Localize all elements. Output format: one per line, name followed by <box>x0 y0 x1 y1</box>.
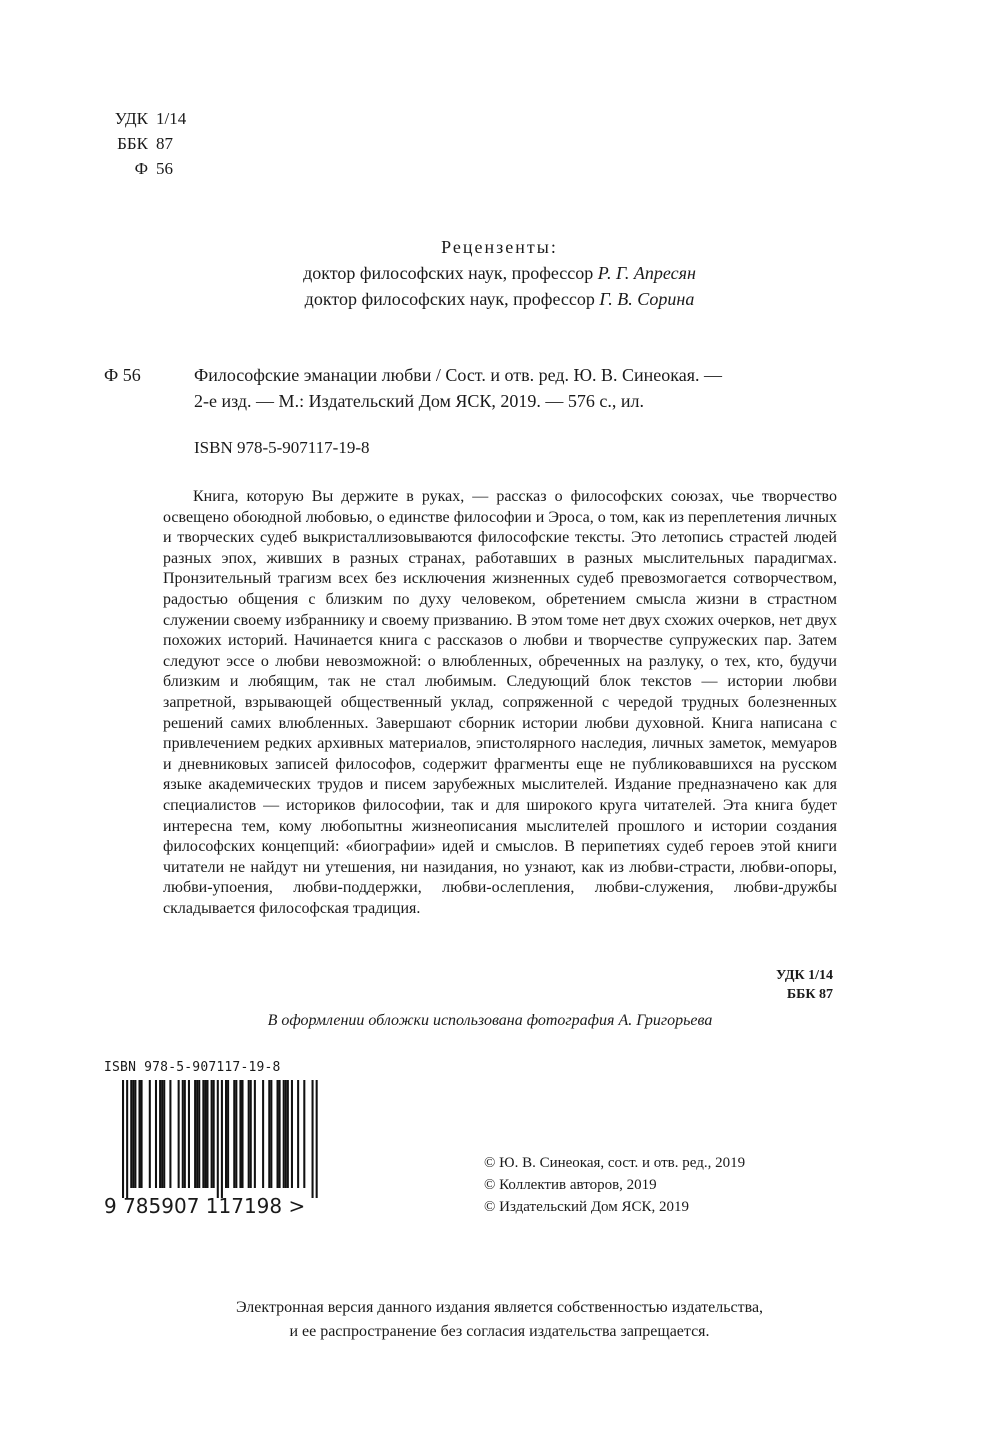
barcode-bar <box>211 1080 213 1188</box>
barcode-bar <box>149 1080 151 1188</box>
barcode-bar <box>206 1080 208 1188</box>
barcode-bar <box>254 1080 256 1188</box>
bbk-label: ББК <box>117 134 148 153</box>
isbn: ISBN 978-5-907117-19-8 <box>194 438 370 457</box>
barcode-bar <box>291 1080 293 1188</box>
barcode-bar <box>130 1080 132 1188</box>
abstract-text: Книга, которую Вы держите в руках, — рассказ о философских союзах, чье творчество освещено обоюдной любовью, о единстве философии и Эроса, о том, как из переплетения личных и творческих судеб выкристаллизовываются философские тексты. Это летопись страстей людей разных эпох, живших в разных странах, работавших в разных мыслительных парадигмах. Пронзительный трагизм всех без исключения жизненных судеб превозмогается сотворчеством, радостью общения с близким по духу человеком, обретением смысла жизни в страстном служении своему избраннику и своему призванию. В этом томе нет двух схожих очерков, нет двух похожих историй. Начинается книга с рассказов о любви и творчестве супружеских пар. Затем следуют эссе о любви невозможной: о влюбленных, обреченных на разлуку, о тех, кто, будучи близким и любящим, так не стал любимым. Следующий блок текстов — истории любви запретной, взрывающей общественный уклад, сопряженной с чередой трудных болезненных решений самих влюбленных. Завершают сборник истории любви духовной. Книга написана с привлечением редких архивных материалов, эпистолярного наследия, личных заметок, мемуаров и дневниковых записей философов, содержит фрагменты еще не публиковавшихся на русском языке академических трудов и писем зарубежных мыслителей. Издание предназначено как для специалистов — историков философии, так и для широкого круга читателей. Эта книга будет интересна тем, кому любопытны жизнеописания мыслителей прошлого и истории создания философских концепций: «биографии» идей и смыслов. В перипетиях судеб героев этой книги читатели не найдут ни утешения, ни назидания, но узнают, как из любви-страсти, любви-опоры, любви-упоения, любви-поддержки, любви-ослепления, любви-служения, любви-дружбы складывается философская традиция. <box>163 488 837 917</box>
barcode-bar <box>161 1080 163 1188</box>
reviewers-block <box>0 234 999 312</box>
copyright-line-2: © Коллектив авторов, 2019 <box>484 1177 657 1193</box>
copyright-block <box>484 1152 745 1218</box>
udk-row <box>104 106 186 131</box>
bibliographic-code: Ф 56 <box>104 365 141 385</box>
barcode-bar <box>233 1080 235 1188</box>
barcode-bar <box>287 1080 289 1188</box>
barcode-bar <box>178 1080 180 1188</box>
udk-label: УДК <box>114 109 148 128</box>
barcode-bars <box>104 1080 330 1198</box>
barcode-bar <box>225 1080 227 1188</box>
barcode-bar <box>227 1080 229 1188</box>
barcode-bar <box>283 1080 285 1188</box>
barcode-bar <box>221 1080 223 1198</box>
copyright-line-3: © Издательский Дом ЯСК, 2019 <box>484 1199 690 1215</box>
index-bbk: ББК 87 <box>786 987 833 1002</box>
classification-codes <box>104 106 186 181</box>
barcode-bar <box>235 1080 237 1188</box>
barcode-bar <box>270 1080 272 1188</box>
barcode-isbn: ISBN 978-5-907117-19-8 <box>104 1060 281 1075</box>
cover-credit: В оформлении обложки использована фотография А. Григорьева <box>267 1012 713 1029</box>
bibliographic-entry <box>194 362 844 414</box>
barcode-bar <box>250 1080 252 1188</box>
index-codes <box>600 966 833 1004</box>
barcode-bar <box>316 1080 318 1198</box>
reviewer-2 <box>0 286 999 312</box>
barcode-bar <box>138 1080 140 1188</box>
copyright-line-1: © Ю. В. Синеокая, сост. и отв. ред., 2019 <box>484 1155 746 1171</box>
bbk-row <box>104 131 186 156</box>
bbk-value: 87 <box>156 134 173 153</box>
reviewer-2-title: доктор философских наук, профессор <box>304 289 595 309</box>
reviewer-1 <box>0 260 999 286</box>
barcode-bar <box>196 1080 198 1188</box>
reviewer-1-name: Р. Г. Апресян <box>597 263 696 283</box>
barcode-bar <box>169 1080 171 1188</box>
barcode-bar <box>279 1080 281 1188</box>
barcode-bar <box>268 1080 270 1188</box>
barcode-bar <box>134 1080 136 1188</box>
bibliographic-line-2: 2-е изд. — М.: Издательский Дом ЯСК, 2019. — 576 с., ил. <box>194 391 645 411</box>
barcode-bar <box>184 1080 186 1188</box>
barcode-bar <box>188 1080 190 1188</box>
barcode-bar <box>239 1080 241 1188</box>
barcode-bar <box>159 1080 161 1188</box>
barcode-bar <box>122 1080 124 1198</box>
footer-line-1: Электронная версия данного издания является собственностью издательства, <box>235 1299 764 1316</box>
reviewer-1-title: доктор философских наук, профессор <box>303 263 594 283</box>
author-mark-row <box>104 156 186 181</box>
footer-notice <box>0 1296 999 1344</box>
barcode-bar <box>155 1080 157 1188</box>
bibliographic-line-1: Философские эманации любви / Сост. и отв. ред. Ю. В. Синеокая. — <box>194 365 722 385</box>
author-mark-value: 56 <box>156 159 173 178</box>
barcode-bar <box>126 1080 128 1198</box>
barcode-bar <box>182 1080 184 1188</box>
barcode-bar <box>132 1080 134 1188</box>
barcode-digits: 9 785907 117198 > <box>104 1194 306 1218</box>
abstract <box>163 487 837 919</box>
barcode-bar <box>277 1080 279 1188</box>
barcode-bar <box>194 1080 196 1188</box>
udk-value: 1/14 <box>156 109 187 128</box>
reviewers-heading: Рецензенты: <box>441 237 558 257</box>
barcode-bar <box>312 1080 314 1198</box>
barcode-bar <box>297 1080 299 1188</box>
barcode-bar <box>202 1080 204 1188</box>
barcode <box>104 1060 330 1230</box>
footer-line-2: и ее распространение без согласия издательства запрещается. <box>289 1323 710 1340</box>
barcode-bar <box>248 1080 250 1188</box>
author-mark-label: Ф <box>134 159 148 178</box>
barcode-bar <box>285 1080 287 1188</box>
barcode-bar <box>262 1080 264 1188</box>
barcode-bar <box>163 1080 165 1188</box>
reviewer-2-name: Г. В. Сорина <box>599 289 695 309</box>
barcode-bar <box>217 1080 219 1198</box>
barcode-bar <box>303 1080 305 1188</box>
barcode-bar <box>241 1080 243 1188</box>
index-udk: УДК 1/14 <box>775 968 833 983</box>
barcode-bar <box>198 1080 200 1188</box>
barcode-bar <box>204 1080 206 1188</box>
barcode-bar <box>213 1080 215 1188</box>
barcode-bar <box>141 1080 143 1188</box>
